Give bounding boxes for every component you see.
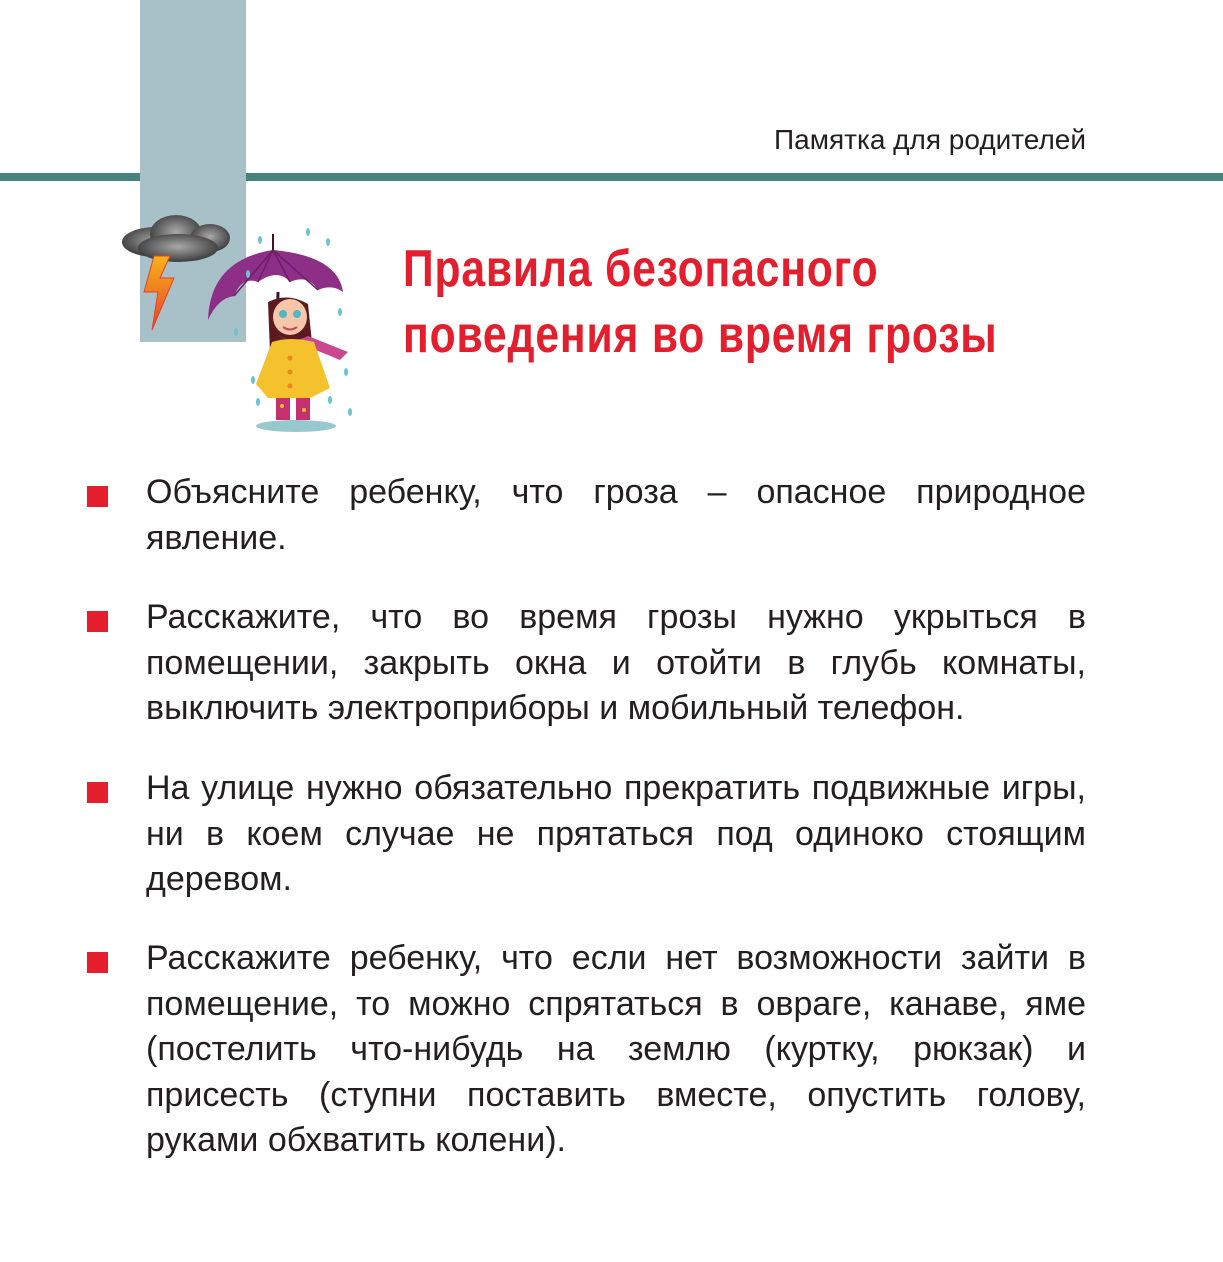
bullet-square-icon [87,952,108,973]
bullet-square-icon [87,486,108,507]
rule-text: Расскажите ребенку, что если нет возможности зайти в помещение, то можно спрятаться в овраге, канаве, яме (постелить что-нибудь на землю (куртку, рюкзак) и присесть (ступни поставить вместе, опустить голову, руками обхватить колени). [146,939,1086,1159]
title-line-1: Правила безопасного [403,240,879,298]
cloud-icon [122,215,230,262]
lightning-icon [144,256,174,330]
page-title [403,236,998,368]
storm-illustration [118,212,368,442]
bullet-square-icon [87,782,108,803]
storm-girl-umbrella-icon [118,212,368,442]
bullet-square-icon [87,611,108,632]
header-divider [0,173,1223,181]
rule-text: Объясните ребенку, что гроза – опасное природное явление. [146,473,1086,557]
rule-text: Расскажите, что во время грозы нужно укрыться в помещении, закрыть окна и отойти в глубь комнаты, выключить электроприборы и мобильный телефон. [146,598,1086,727]
header-label: Памятка для родителей [774,124,1086,155]
rule-text: На улице нужно обязательно прекратить подвижные игры, ни в коем случае не прятаться под одиноко стоящим деревом. [146,769,1086,898]
title-line-2: поведения во время грозы [403,306,998,364]
